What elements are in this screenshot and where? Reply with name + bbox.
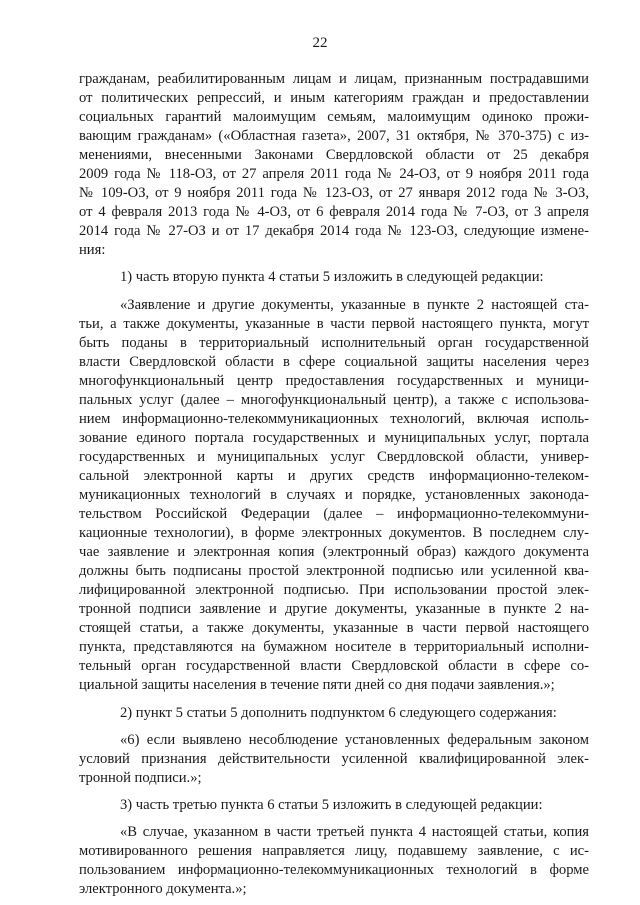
text-line: № 109-ОЗ, от 9 ноября 2011 года № 123-ОЗ, от 27 января 2012 года № 3-ОЗ, xyxy=(79,185,589,202)
text-line: ния: xyxy=(79,242,106,259)
text-line: «Заявление и другие документы, указанные в пункте 2 настоящей ста- xyxy=(120,296,589,313)
text-line: многофункциональный центр предоставления государственных и муници- xyxy=(79,372,589,389)
text-line: 2) пункт 5 статьи 5 дополнить подпунктом 6 следующего содержания: xyxy=(120,704,557,721)
text-line: тронной подписи.»; xyxy=(79,769,202,786)
text-line: пальных услуг (далее – многофункциональный центр), а также с использова- xyxy=(79,391,589,408)
paragraph-intro-continuation xyxy=(79,70,589,260)
text-line: муникационных технологий в случаях и порядке, установленных законода- xyxy=(79,486,589,503)
text-line: государственных и муниципальных услуг Свердловской области, универ- xyxy=(79,448,589,465)
text-line: мотивированного решения направляется лицу, подавшему заявление, с ис- xyxy=(79,842,589,859)
text-line: зование единого портала государственных и муниципальных услуг, портала xyxy=(79,429,589,446)
paragraph-item-1-quote xyxy=(79,296,589,696)
text-line: чае заявление и электронная копия (электронный образ) каждого документа xyxy=(79,544,589,561)
paragraph-item-1 xyxy=(79,268,589,287)
text-line: менениями, внесенными Законами Свердловской области от 25 декабря xyxy=(79,147,589,164)
text-line: тельством Российской Федерации (далее – информационно-телекоммуни- xyxy=(79,506,589,523)
text-line: сальной электронной карты и других средств информационно-телеком- xyxy=(79,467,589,484)
paragraph-item-2 xyxy=(79,704,589,723)
text-line: электронного документа.»; xyxy=(79,880,247,897)
text-line: нием информационно-телекоммуникационных технологий, включая исполь- xyxy=(79,410,589,427)
text-line: лифицированной электронной подписью. При использовании простой элек- xyxy=(79,582,589,599)
paragraph-item-3 xyxy=(79,796,589,815)
document-body xyxy=(79,70,589,899)
text-line: тьи, а также документы, указанные в части первой настоящего пункта, могут xyxy=(79,315,589,332)
text-line: 3) часть третью пункта 6 статьи 5 изложить в следующей редакции: xyxy=(120,796,543,813)
paragraph-item-3-quote xyxy=(79,823,589,899)
text-line: пункта, представляются на бумажном носителе в территориальный исполни- xyxy=(79,639,589,656)
text-line: от 4 февраля 2013 года № 4-ОЗ, от 6 февраля 2014 года № 7-ОЗ, от 3 апреля xyxy=(79,204,589,221)
text-line: 2014 года № 27-ОЗ и от 17 декабря 2014 года № 123-ОЗ, следующие измене- xyxy=(79,223,589,240)
text-line: 1) часть вторую пункта 4 статьи 5 изложить в следующей редакции: xyxy=(120,269,544,286)
text-line: социальных гарантий малоимущим семьям, малоимущим одиноко прожи- xyxy=(79,109,589,126)
text-line: гражданам, реабилитированным лицам и лицам, признанным пострадавшими xyxy=(79,71,589,87)
text-line: быть поданы в территориальный исполнительный орган государственной xyxy=(79,334,589,351)
text-line: власти Свердловской области в сфере социальной защиты населения через xyxy=(79,353,589,370)
text-line: условий признания действительности усиленной квалифицированной элек- xyxy=(79,750,589,767)
text-line: пользованием информационно-телекоммуникационных технологий в форме xyxy=(79,861,589,878)
text-line: тронной подписи заявление и другие документы, указанные в пункте 2 на- xyxy=(79,601,589,618)
text-line: циальной защиты населения в течение пяти дней со дня подачи заявления.»; xyxy=(79,677,555,694)
text-line: «В случае, указанном в части третьей пункта 4 настоящей статьи, копия xyxy=(120,823,589,840)
paragraph-item-2-quote xyxy=(79,731,589,788)
text-line: от политических репрессий, и иным категориям граждан и предоставлении xyxy=(79,90,589,107)
text-line: должны быть подписаны простой электронной подписью или усиленной ква- xyxy=(79,563,589,580)
text-line: тельный орган государственной власти Свердловской области в сфере со- xyxy=(79,658,589,675)
text-line: 2009 года № 118-ОЗ, от 27 апреля 2011 года № 24-ОЗ, от 9 ноября 2011 года xyxy=(79,166,589,183)
text-line: вающим гражданам» («Областная газета», 2007, 31 октября, № 370-375) с из- xyxy=(79,128,589,145)
page-number: 22 xyxy=(312,35,328,51)
text-line: кационные технологии), в форме электронных документов. В последнем слу- xyxy=(79,525,589,542)
text-line: «6) если выявлено несоблюдение установленных федеральным законом xyxy=(120,731,589,748)
text-line: стоящей статьи, а также документы, указанные в части первой настоящего xyxy=(79,620,589,637)
